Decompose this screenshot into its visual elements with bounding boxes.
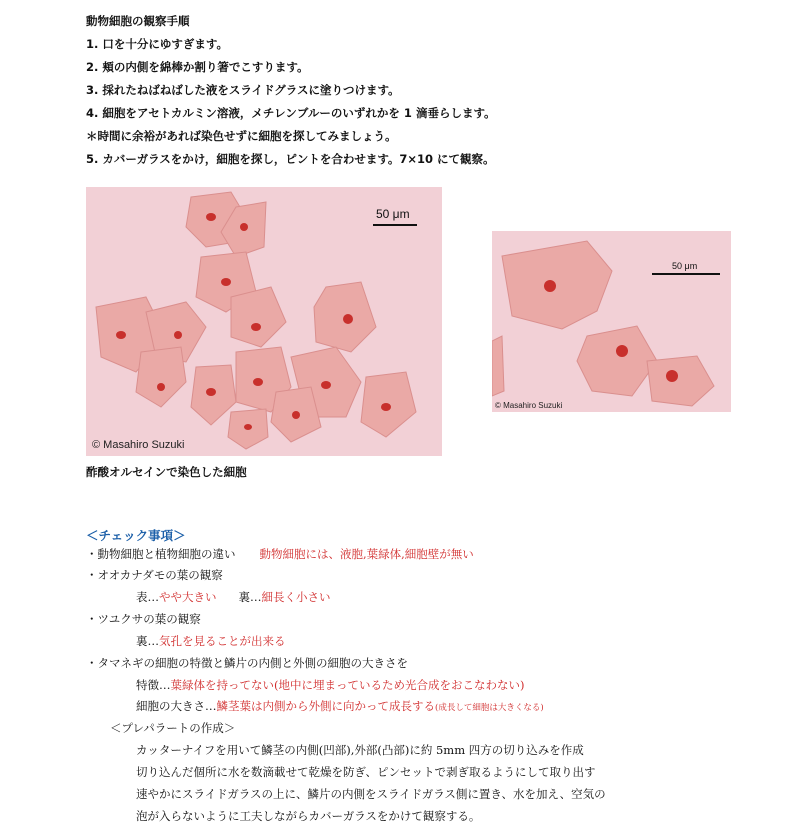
prep-line: カッターナイフを用いて鱗茎の内側(凹部),外部(凸部)に約 5mm 四方の切り込みを作成	[136, 743, 584, 757]
scale-bar-label: 50 μm	[376, 207, 410, 221]
prep-title: ＜プレパラートの作成＞	[110, 721, 236, 735]
procedure-section	[86, 10, 496, 171]
prep-line: 切り込んだ個所に水を数滴載せて乾燥を防ぎ、ピンセットで剥ぎ取るようにして取り出す	[136, 765, 596, 779]
photo-caption: 酢酸オルセインで染色した細胞	[86, 465, 247, 479]
check-subitem	[136, 587, 331, 607]
check-item	[86, 544, 474, 564]
sub-prefix: 裏…	[238, 590, 262, 604]
micrograph-cheek-cells-small	[492, 231, 731, 412]
cell-drawing	[86, 187, 442, 456]
prep-line: 泡が入らないように工夫しながらカバーガラスをかけて観察する。	[136, 809, 481, 823]
procedure-note: ＊時間に余裕があれば染色せずに細胞を探してみましょう。	[86, 129, 397, 143]
check-item-answer: 動物細胞には、液胞,葉緑体,細胞壁が無い	[259, 547, 474, 561]
photo-credit: © Masahiro Suzuki	[495, 401, 563, 410]
sub-prefix: 裏…	[136, 634, 159, 648]
micrograph-cheek-cells-large	[86, 187, 442, 456]
sub-answer: 葉緑体を持ってない(地中に埋まっているため光合成をおこなわない)	[170, 678, 525, 692]
sub-answer: 気孔を見ることが出来る	[159, 634, 286, 648]
procedure-step: 2. 頬の内側を綿棒か割り箸でこすります。	[86, 60, 309, 74]
prep-line: 速やかにスライドガラスの上に、鱗片の内側をスライドガラス側に置き、水を加え、空気の	[136, 787, 606, 801]
checklist-title: ＜チェック事項＞	[86, 528, 186, 543]
sub-answer: やや大きい	[159, 590, 217, 604]
sub-prefix: 細胞の大きさ…	[136, 699, 217, 713]
check-subitem	[136, 696, 544, 718]
sub-note: (成長して細胞は大きくなる)	[435, 703, 544, 713]
sub-answer: 鱗茎葉は内側から外側に向かって成長する	[216, 699, 435, 713]
cell-drawing	[492, 231, 731, 412]
check-item: ・オオカナダモの葉の観察	[86, 568, 223, 582]
photo-credit: © Masahiro Suzuki	[92, 439, 185, 451]
check-subitem	[136, 631, 286, 651]
check-subitem	[136, 675, 524, 695]
sub-answer: 細長く小さい	[261, 590, 331, 604]
sub-prefix: 表…	[136, 590, 159, 604]
scale-bar	[373, 224, 417, 226]
scale-bar-label: 50 μm	[672, 261, 698, 271]
procedure-title: 動物細胞の観察手順	[86, 14, 190, 28]
procedure-step: 1. 口を十分にゆすぎます。	[86, 37, 228, 51]
sub-prefix: 特徴…	[136, 678, 171, 692]
check-item: ・ツユクサの葉の観察	[86, 612, 201, 626]
procedure-step: 3. 採れたねばねばした液をスライドグラスに塗りつけます。	[86, 83, 400, 97]
scale-bar	[652, 273, 720, 275]
check-item: ・タマネギの細胞の特徴と鱗片の内側と外側の細胞の大きさを	[86, 656, 408, 670]
procedure-step: 4. 細胞をアセトカルミン溶液，メチレンブルーのいずれかを 1 滴垂らします。	[86, 106, 496, 120]
procedure-step: 5. カバーガラスをかけ，細胞を探し，ピントを合わせます。7×10 にて観察。	[86, 152, 495, 166]
check-item-text: ・動物細胞と植物細胞の違い	[86, 547, 236, 561]
